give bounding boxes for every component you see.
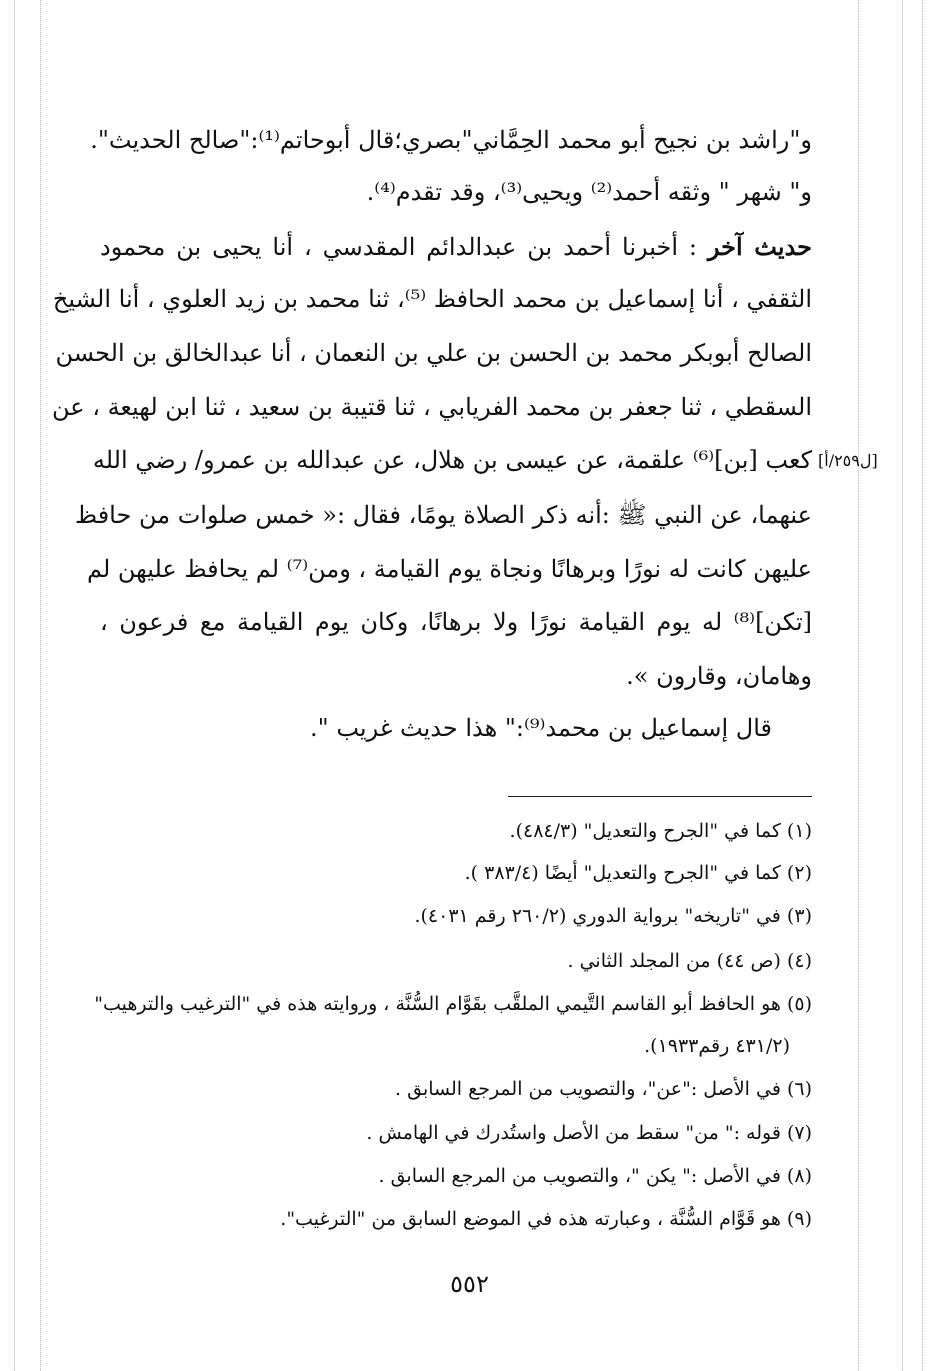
footnote-8: (٨) في الأصل :" يكن "، والتصويب من المرجع السابق . [378,1165,812,1187]
hadith-chain-start: : أخبرنا أحمد بن عبدالدائم المقدسي ، أنا يحيى بن محمود [100,233,697,261]
margin-guide-left-outer [14,0,15,1371]
body-line-8: عنهما، عن النبي ﷺ :أنه ذكر الصلاة يومًا، فقال :« خمس صلوات من حافظ [74,501,812,529]
body-line-9: عليهن كانت له نورًا وبرهانًا ونجاة يوم القيامة ، ومن⁽⁷⁾ لم يحافظ عليهن لم [87,555,812,583]
footnote-5: (٥) هو الحافظ أبو القاسم التَّيمي الملقَّب بقَوَّام السُّنَّة ، وروايته هذه في "الترغيب والترهيب" [94,993,812,1015]
footnote-7: (٧) قوله :" من" سقط من الأصل واستُدرك في الهامش . [366,1122,812,1144]
footnote-9: (٩) هو قَوَّام السُّنَّة ، وعبارته هذه في الموضع السابق من "الترغيب". [280,1208,812,1230]
body-line-11: وهامان، وقارون ». [626,662,812,690]
footnotes-block [51,0,812,1260]
margin-guide-right-inner [858,0,859,1371]
footnote-3: (٣) في "تاريخه" برواية الدوري (٢٦٠/٢ رقم ٤٠٣١). [414,905,812,927]
page-number: ٥٥٢ [450,1270,489,1298]
footnote-6: (٦) في الأصل :"عن"، والتصويب من المرجع السابق . [395,1078,812,1100]
body-line-5: الصالح أبوبكر محمد بن الحسن بن علي بن النعمان ، أنا عبدالخالق بن الحسن [55,339,812,367]
body-line-7: كعب [بن]⁽⁶⁾ علقمة، عن عيسى بن هلال، عن عبدالله بن عمرو/ رضي الله [92,446,812,474]
margin-guide-left-inner [40,0,41,1371]
footnote-4: (٤) (ص ٤٤) من المجلد الثاني . [567,950,812,972]
body-line-6: السقطي ، ثنا جعفر بن محمد الفريابي ، ثنا قتيبة بن سعيد ، ثنا ابن لهيعة ، عن [51,393,812,421]
manuscript-folio-note: [ل٢٥٩/أ] [818,451,878,470]
body-line-12: قال إسماعيل بن محمد⁽⁹⁾:" هذا حديث غريب ". [310,714,772,742]
hadith-heading: حديث آخر [707,232,812,261]
body-line-10: [تكن]⁽⁸⁾ له يوم القيامة نورًا ولا برهانًا، وكان يوم القيامة مع فرعون ، [100,608,812,636]
margin-guide-right-middle [902,0,903,1371]
body-line-4: الثقفي ، أنا إسماعيل بن محمد الحافظ ⁽⁵⁾، ثنا محمد بن زيد العلوي ، أنا الشيخ [52,285,812,313]
footnote-2: (٢) كما في "الجرح والتعديل" أيضًا (٣٨٣/٤ ). [464,862,812,884]
body-line-1: و"راشد بن نجيح أبو محمد الحِمَّاني"بصري؛قال أبوحاتم⁽¹⁾:"صالح الحديث". [90,126,812,154]
body-line-2: و" شهر " وثقه أحمد⁽²⁾ ويحيى⁽³⁾، وقد تقدم⁽⁴⁾. [366,178,812,206]
footnote-1: (١) كما في "الجرح والتعديل" (٤٨٤/٣). [509,820,812,842]
footnote-5-continuation: (٤٣١/٢ رقم١٩٣٣). [644,1035,790,1057]
margin-guide-right-outer [922,0,923,1371]
